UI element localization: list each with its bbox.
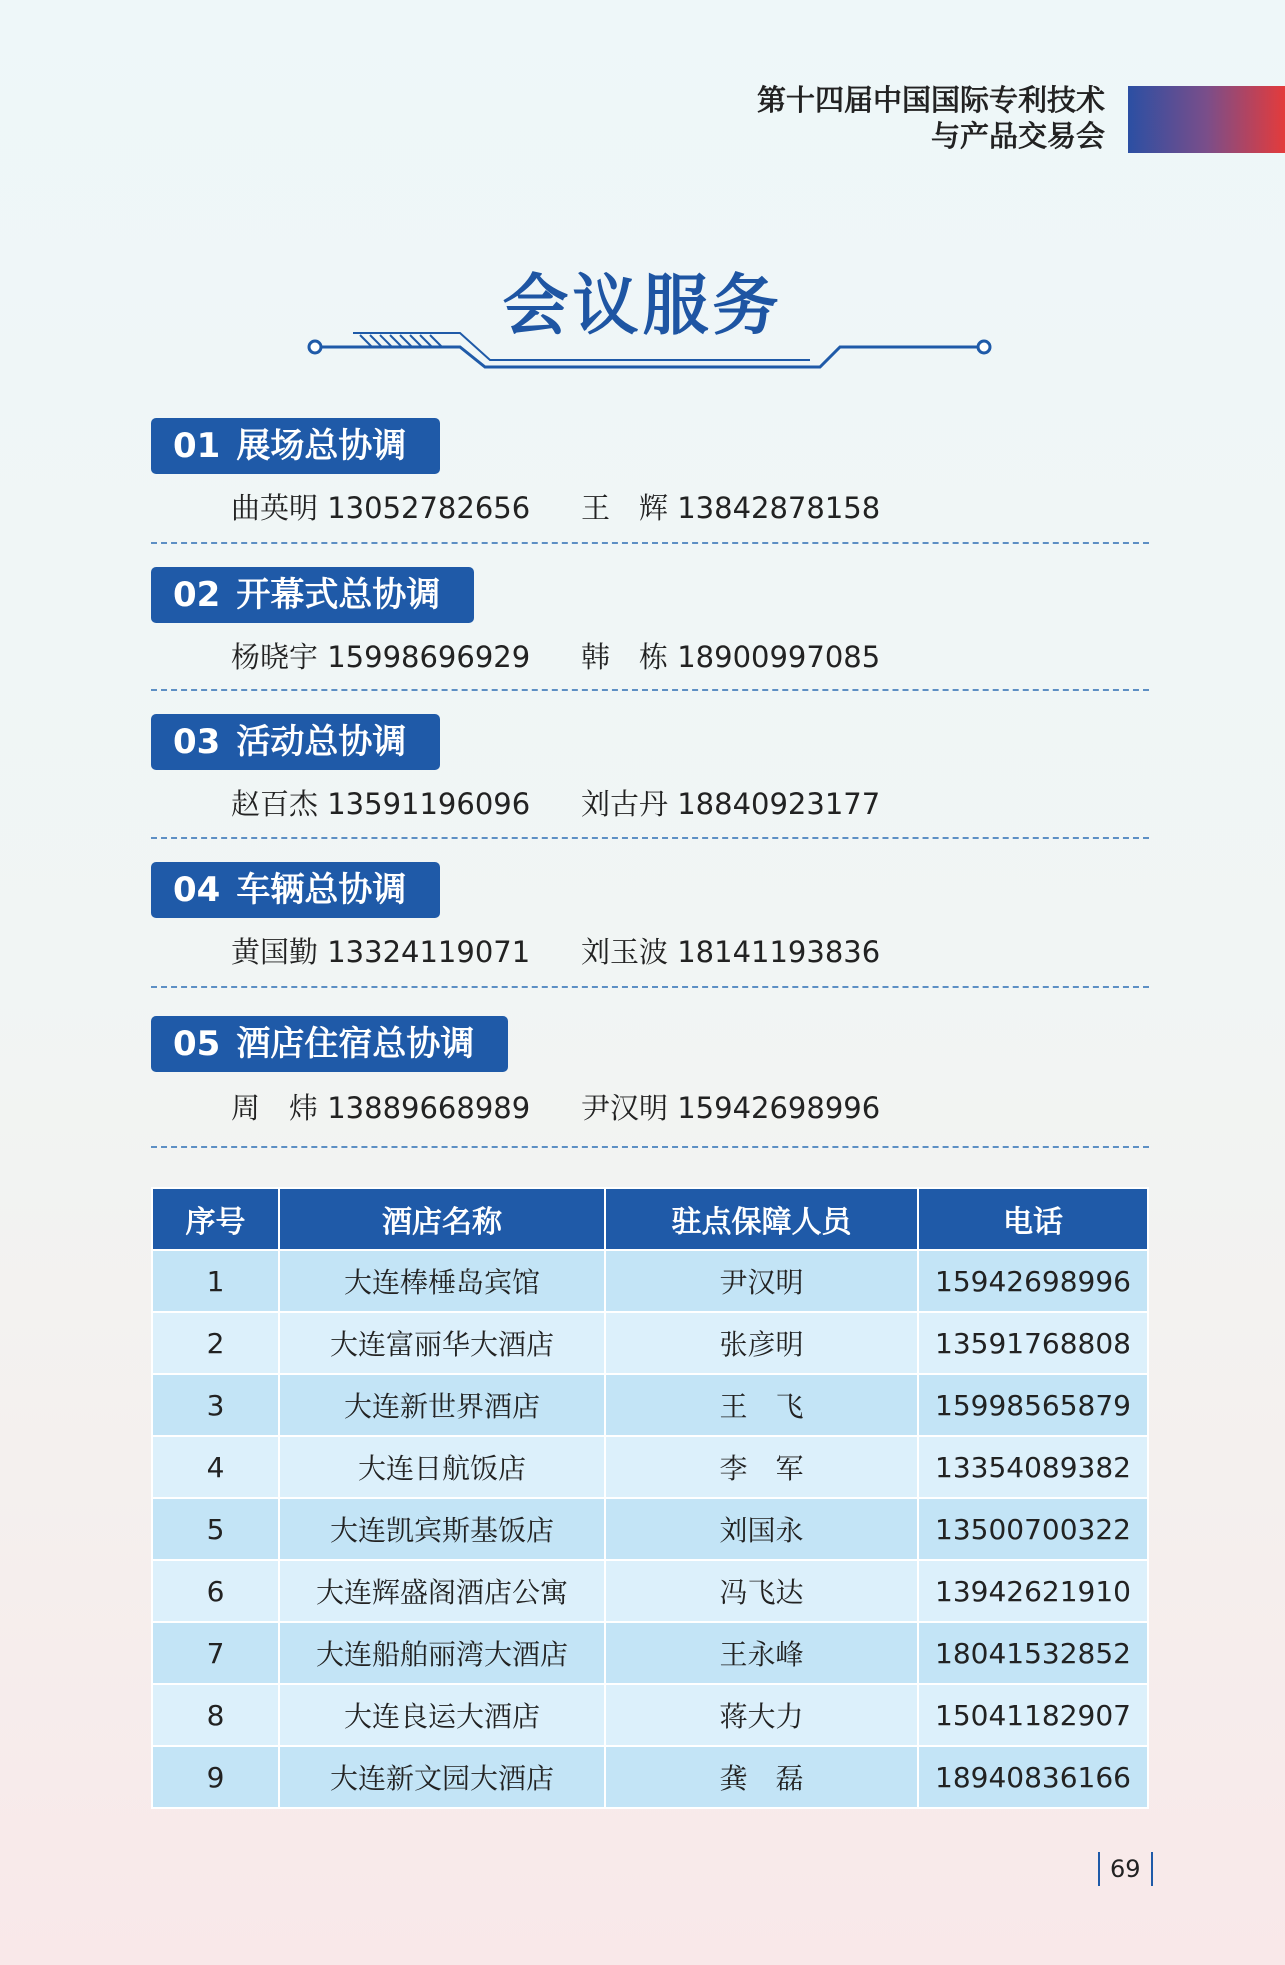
event-title (757, 82, 1105, 154)
page-number: 69 (1098, 1852, 1153, 1886)
staff-name: 尹汉明 (605, 1250, 918, 1312)
staff-name: 龚 磊 (605, 1746, 918, 1808)
circuit-ornament (300, 325, 1000, 375)
section-number: 04 (173, 870, 221, 910)
phone-number: 18041532852 (918, 1622, 1148, 1684)
contact-entry: 周 炜 13889668989 (231, 1091, 531, 1125)
section-number: 05 (173, 1024, 221, 1064)
row-index: 5 (152, 1498, 279, 1560)
column-header: 酒店名称 (279, 1188, 605, 1250)
dashed-divider (151, 837, 1149, 839)
hotel-name: 大连良运大酒店 (279, 1684, 605, 1746)
contact-entry: 曲英明 13052782656 (231, 491, 531, 525)
staff-name: 刘国永 (605, 1498, 918, 1560)
table-row (152, 1560, 1148, 1622)
column-header: 序号 (152, 1188, 279, 1250)
section-label (151, 1016, 508, 1072)
dashed-divider (151, 689, 1149, 691)
staff-name: 王永峰 (605, 1622, 918, 1684)
staff-name: 李 军 (605, 1436, 918, 1498)
hotel-name: 大连凯宾斯基饭店 (279, 1498, 605, 1560)
section-label (151, 862, 440, 918)
hotel-name: 大连新文园大酒店 (279, 1746, 605, 1808)
table-header-row (152, 1188, 1148, 1250)
row-index: 1 (152, 1250, 279, 1312)
event-title-line1: 第十四届中国国际专利技术 (756, 83, 1105, 117)
staff-name: 张彦明 (605, 1312, 918, 1374)
section-title: 展场总协调 (236, 426, 407, 466)
section-number: 01 (173, 426, 221, 466)
contact-entry: 刘古丹 18840923177 (581, 787, 881, 821)
staff-name: 冯飞达 (605, 1560, 918, 1622)
dashed-divider (151, 1146, 1149, 1148)
staff-name: 王 飞 (605, 1374, 918, 1436)
row-index: 9 (152, 1746, 279, 1808)
phone-number: 15998565879 (918, 1374, 1148, 1436)
header-gradient-bar (1128, 86, 1285, 153)
table-row (152, 1684, 1148, 1746)
contact-entry: 黄国勤 13324119071 (231, 935, 531, 969)
table-row (152, 1498, 1148, 1560)
page-title: 会议服务 (502, 267, 783, 344)
staff-name: 蒋大力 (605, 1684, 918, 1746)
table-row (152, 1312, 1148, 1374)
row-index: 8 (152, 1684, 279, 1746)
dashed-divider (151, 542, 1149, 544)
contact-entry: 刘玉波 18141193836 (581, 935, 881, 969)
section-title: 活动总协调 (236, 722, 407, 762)
column-header: 驻点保障人员 (605, 1188, 918, 1250)
hotel-name: 大连新世界酒店 (279, 1374, 605, 1436)
row-index: 6 (152, 1560, 279, 1622)
phone-number: 15041182907 (918, 1684, 1148, 1746)
section-label (151, 418, 440, 474)
hotel-name: 大连日航饭店 (279, 1436, 605, 1498)
section-number: 03 (173, 722, 221, 762)
section-title: 酒店住宿总协调 (236, 1024, 475, 1064)
contact-entry: 尹汉明 15942698996 (581, 1091, 881, 1125)
table-row (152, 1622, 1148, 1684)
section-label (151, 714, 440, 770)
event-title-line2: 与产品交易会 (930, 119, 1105, 153)
table-row (152, 1746, 1148, 1808)
phone-number: 13591768808 (918, 1312, 1148, 1374)
row-index: 4 (152, 1436, 279, 1498)
phone-number: 13942621910 (918, 1560, 1148, 1622)
table-row (152, 1374, 1148, 1436)
section-title: 开幕式总协调 (236, 575, 441, 615)
hotel-name: 大连棒棰岛宾馆 (279, 1250, 605, 1312)
contact-entry: 杨晓宇 15998696929 (231, 640, 531, 674)
section-title: 车辆总协调 (236, 870, 407, 910)
phone-number: 18940836166 (918, 1746, 1148, 1808)
table-row (152, 1250, 1148, 1312)
hotel-name: 大连辉盛阁酒店公寓 (279, 1560, 605, 1622)
row-index: 7 (152, 1622, 279, 1684)
table-row (152, 1436, 1148, 1498)
section-number: 02 (173, 575, 221, 615)
hotel-table (151, 1187, 1149, 1809)
section-label (151, 567, 474, 623)
phone-number: 13354089382 (918, 1436, 1148, 1498)
contact-entry: 王 辉 13842878158 (581, 491, 881, 525)
contact-entry: 韩 栋 18900997085 (581, 640, 881, 674)
hotel-name: 大连船舶丽湾大酒店 (279, 1622, 605, 1684)
phone-number: 15942698996 (918, 1250, 1148, 1312)
column-header: 电话 (918, 1188, 1148, 1250)
row-index: 2 (152, 1312, 279, 1374)
row-index: 3 (152, 1374, 279, 1436)
phone-number: 13500700322 (918, 1498, 1148, 1560)
hotel-name: 大连富丽华大酒店 (279, 1312, 605, 1374)
contact-entry: 赵百杰 13591196096 (231, 787, 531, 821)
dashed-divider (151, 986, 1149, 988)
